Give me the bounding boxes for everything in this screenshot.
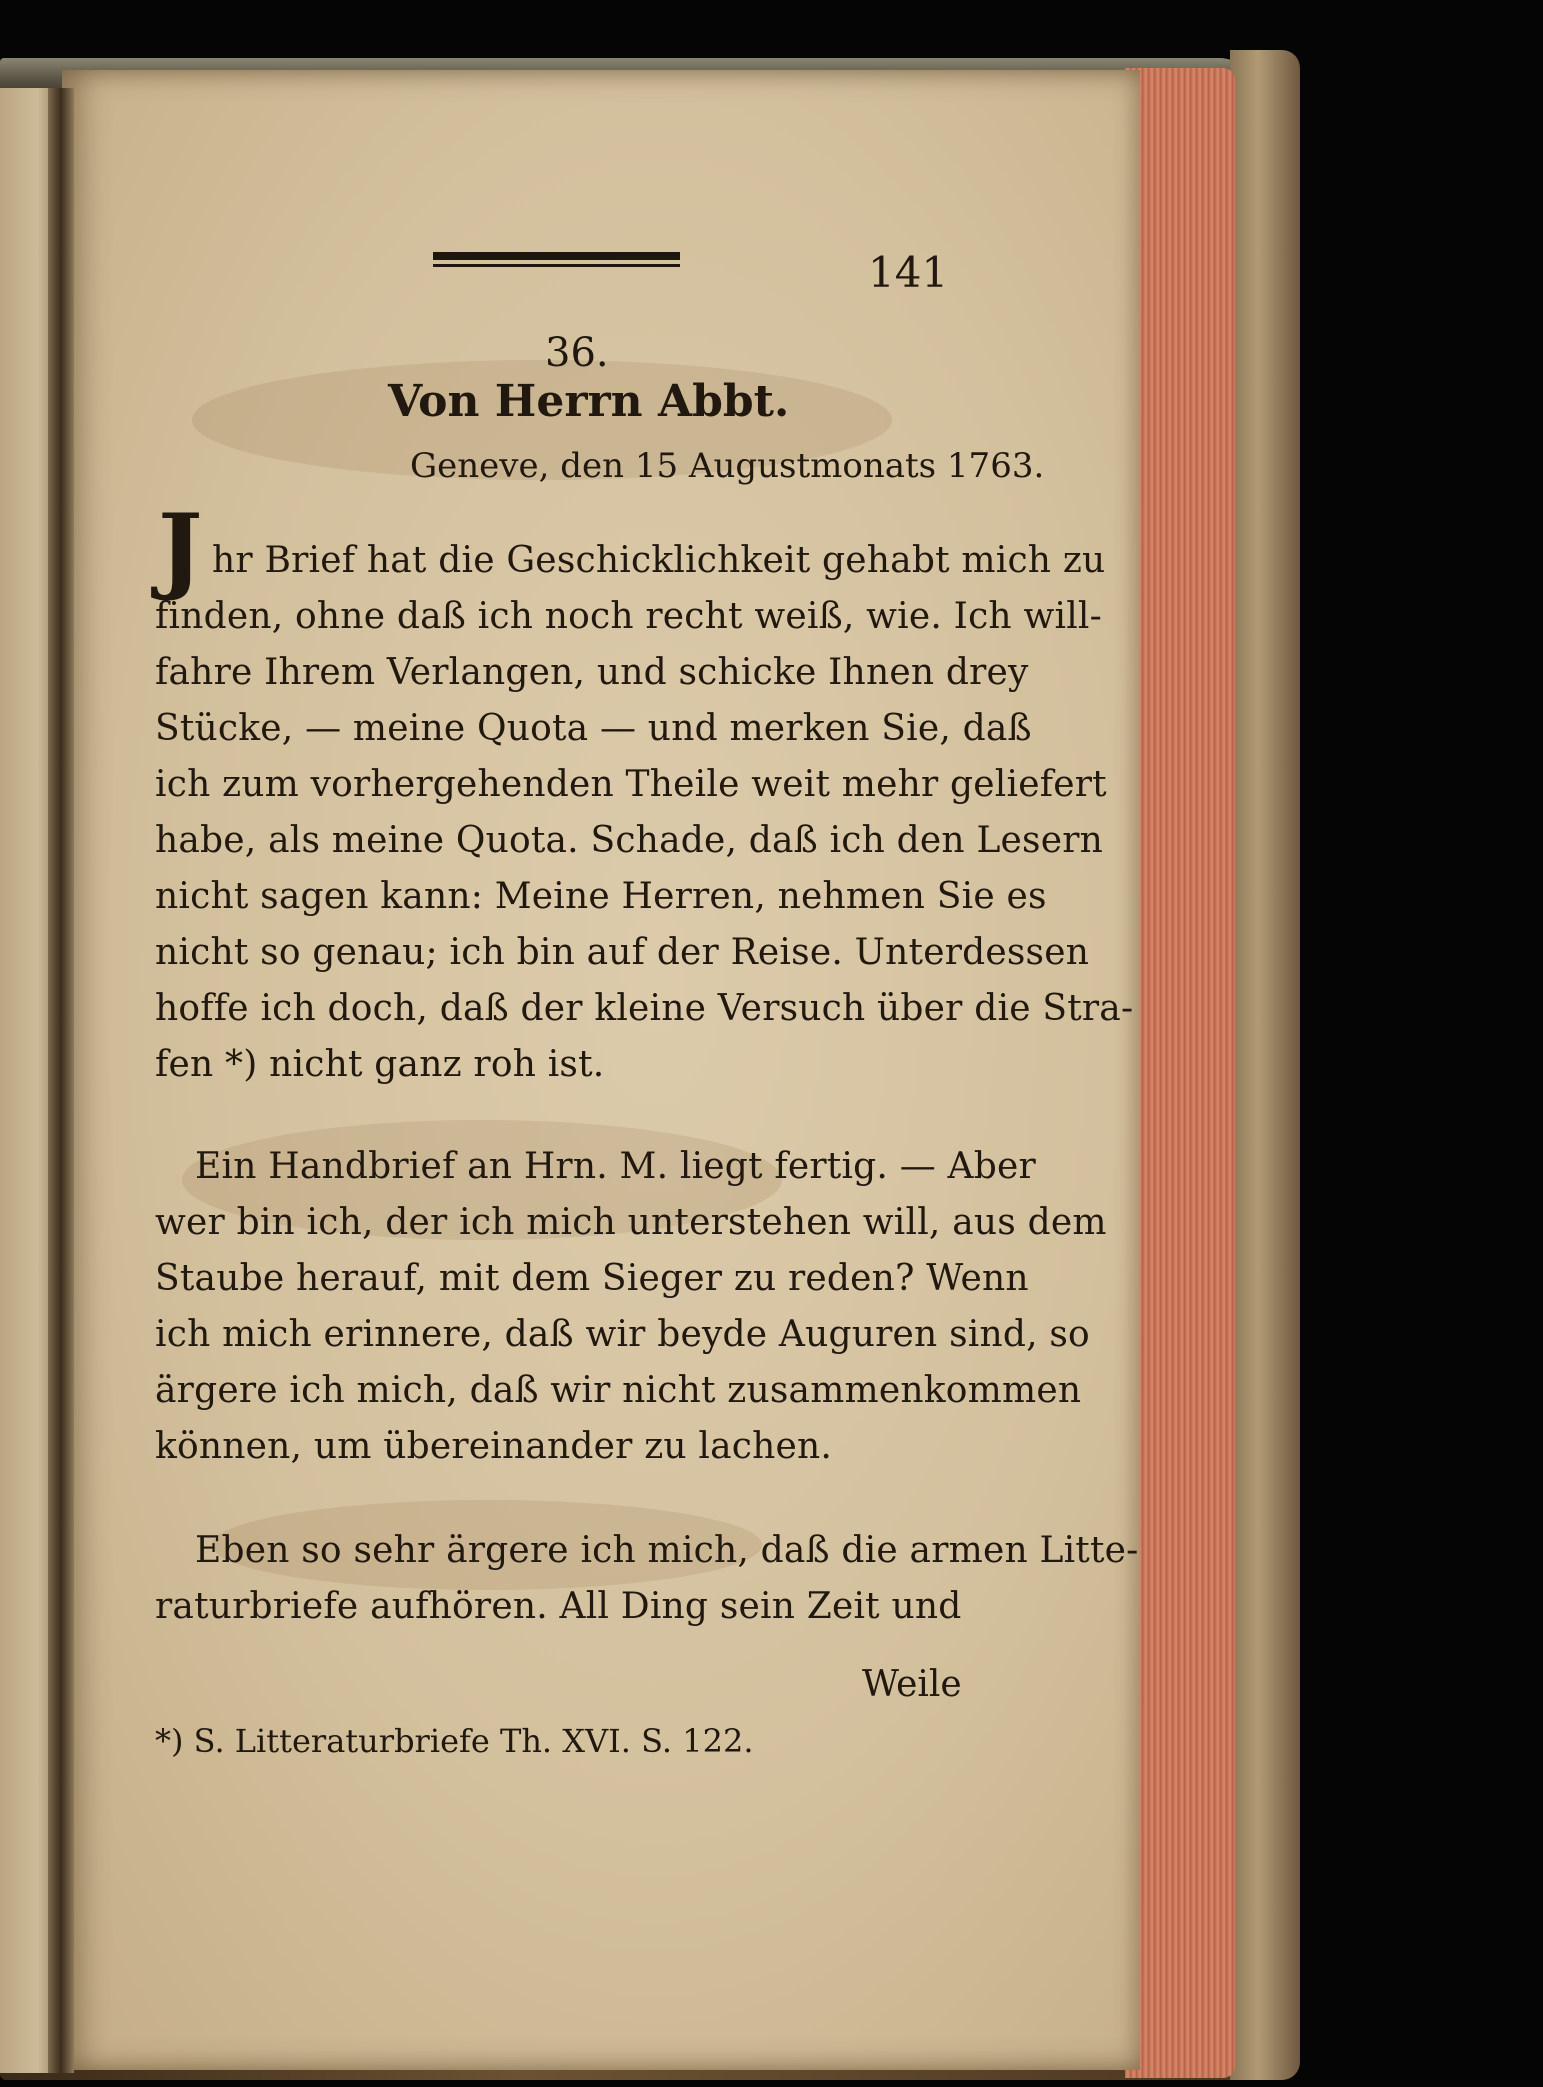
page-stack-edge — [1125, 68, 1235, 2078]
text-line: Eben so sehr ärgere ich mich, daß die armen Litte- — [195, 1530, 1139, 1571]
text-line: ärgere ich mich, daß wir nicht zusammenkommen — [155, 1370, 1082, 1411]
text-line: hr Brief hat die Geschicklichkeit gehabt mich zu — [212, 540, 1106, 581]
text-line: fen *) nicht ganz roh ist. — [155, 1044, 605, 1085]
book-cover-right — [1230, 50, 1300, 2080]
text-line: nicht sagen kann: Meine Herren, nehmen Sie es — [155, 876, 1047, 917]
text-line: ich zum vorhergehenden Theile weit mehr geliefert — [155, 764, 1107, 805]
text-line: ich mich erinnere, daß wir beyde Auguren sind, so — [155, 1314, 1090, 1355]
text-line: können, um übereinander zu lachen. — [155, 1426, 833, 1467]
text-line: Ein Handbrief an Hrn. M. liegt fertig. — Aber — [195, 1146, 1036, 1187]
text-line: hoffe ich doch, daß der kleine Versuch über die Stra- — [155, 988, 1134, 1029]
text-line: nicht so genau; ich bin auf der Reise. Unterdessen — [155, 932, 1090, 973]
text-line: fahre Ihrem Verlangen, und schicke Ihnen drey — [155, 652, 1029, 693]
book-gutter — [48, 88, 74, 2073]
text-line: wer bin ich, der ich mich unterstehen will, aus dem — [155, 1202, 1107, 1243]
drop-cap: J — [158, 494, 203, 604]
text-line: Staube herauf, mit dem Sieger zu reden? Wenn — [155, 1258, 1029, 1299]
catchword: Weile — [862, 1664, 962, 1705]
footnote: *) S. Litteraturbriefe Th. XVI. S. 122. — [155, 1722, 754, 1760]
letter-title: Von Herrn Abbt. — [388, 376, 790, 427]
text-line: raturbriefe aufhören. All Ding sein Zeit und — [155, 1586, 962, 1627]
page-number: 141 — [868, 248, 949, 297]
header-rule-thin — [433, 264, 680, 267]
text-line: Stücke, — meine Quota — und merken Sie, daß — [155, 708, 1032, 749]
dateline: Geneve, den 15 Augustmonats 1763. — [410, 446, 1045, 486]
text-line: habe, als meine Quota. Schade, daß ich den Lesern — [155, 820, 1104, 861]
text-line: finden, ohne daß ich noch recht weiß, wie. Ich will- — [155, 596, 1102, 637]
header-rule — [433, 252, 680, 260]
letter-number: 36. — [545, 330, 609, 376]
